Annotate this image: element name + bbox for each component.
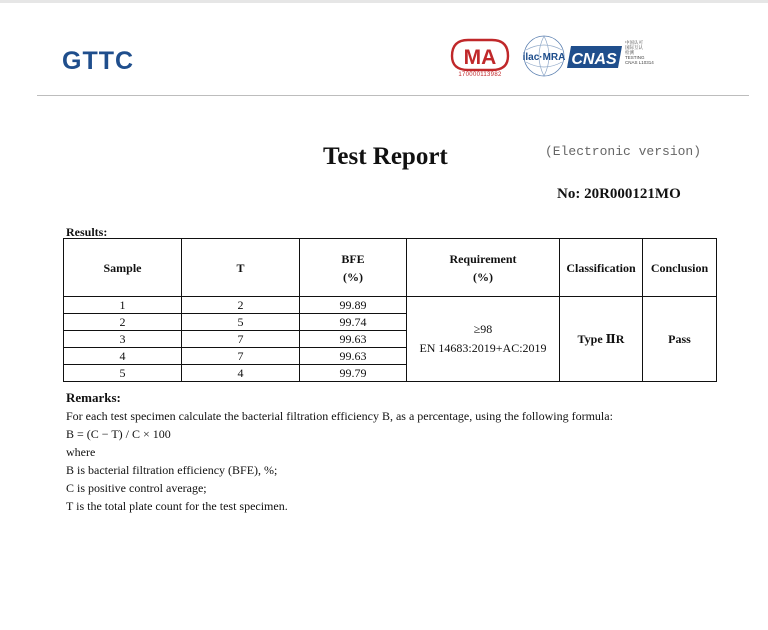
- cnas-caption-line: 中国认可: [625, 40, 643, 45]
- cell-classification: Type ⅡR: [560, 297, 643, 382]
- remarks-line: where: [66, 445, 96, 459]
- table-header-row: [64, 239, 717, 297]
- brand-logo: GTTC: [62, 47, 135, 75]
- cell-sample: 1: [64, 297, 182, 314]
- report-title: Test Report: [323, 143, 448, 170]
- column-header-classification: Classification: [560, 239, 643, 297]
- cnas-caption-line: TESTING: [625, 55, 645, 60]
- cma-number: 170000113982: [458, 72, 502, 78]
- cell-conclusion: Pass: [643, 297, 717, 382]
- svg-text:CNAS: CNAS: [571, 51, 617, 68]
- cell-sample: 5: [64, 365, 182, 382]
- svg-text:ilac·MRA: ilac·MRA: [522, 52, 566, 63]
- report-number: [557, 186, 681, 203]
- cell-bfe: 99.74: [300, 314, 407, 331]
- requirement-header-unit: (%): [473, 269, 493, 284]
- cell-t: 7: [182, 348, 300, 365]
- cell-t: 2: [182, 297, 300, 314]
- cnas-caption-line: 检测: [625, 50, 634, 55]
- cell-bfe: 99.63: [300, 331, 407, 348]
- edition-note: (Electronic version): [545, 144, 702, 159]
- bfe-header-unit: (%): [343, 269, 363, 284]
- report-number-value: 20R000121MO: [584, 186, 681, 202]
- accreditation-logos: [448, 34, 668, 84]
- top-border: [0, 0, 768, 3]
- cnas-caption: [625, 40, 669, 65]
- report-number-label: No:: [557, 186, 581, 202]
- cell-t: 5: [182, 314, 300, 331]
- header-divider: [37, 95, 749, 96]
- cell-bfe: 99.63: [300, 348, 407, 365]
- ilac-mra-logo-icon: [523, 36, 566, 76]
- remarks-formula: B = (C − T) / C × 100: [66, 427, 171, 441]
- cell-bfe: 99.79: [300, 365, 407, 382]
- remarks-line: T is the total plate count for the test specimen.: [66, 499, 288, 513]
- remarks-section: [66, 389, 746, 515]
- cma-logo-icon: [452, 40, 508, 70]
- column-header-conclusion: Conclusion: [643, 239, 717, 297]
- cnas-caption-line: CNAS L10314: [625, 60, 654, 65]
- remarks-title: Remarks:: [66, 390, 121, 405]
- column-header-sample: Sample: [64, 239, 182, 297]
- cell-sample: 3: [64, 331, 182, 348]
- cell-t: 4: [182, 365, 300, 382]
- requirement-value: ≥98: [473, 322, 493, 336]
- svg-text:MA: MA: [463, 46, 497, 69]
- remarks-line: For each test specimen calculate the bacterial filtration efficiency B, as a percentage, using the following formula:: [66, 409, 613, 423]
- requirement-header-label: Requirement: [449, 251, 517, 266]
- column-header-requirement: [407, 239, 560, 297]
- column-header-bfe: [300, 239, 407, 297]
- cell-sample: 4: [64, 348, 182, 365]
- cell-sample: 2: [64, 314, 182, 331]
- results-table: [63, 238, 717, 382]
- column-header-t: T: [182, 239, 300, 297]
- cell-requirement: [407, 297, 560, 382]
- results-label: Results:: [66, 225, 108, 239]
- requirement-standard: EN 14683:2019+AC:2019: [419, 341, 547, 355]
- bfe-header-label: BFE: [341, 251, 365, 266]
- cnas-logo-icon: [567, 46, 622, 68]
- remarks-line: B is bacterial filtration efficiency (BFE), %;: [66, 463, 278, 477]
- remarks-line: C is positive control average;: [66, 481, 207, 495]
- cell-bfe: 99.89: [300, 297, 407, 314]
- table-row: [64, 297, 717, 314]
- cell-t: 7: [182, 331, 300, 348]
- cnas-caption-line: 国际互认: [625, 45, 643, 50]
